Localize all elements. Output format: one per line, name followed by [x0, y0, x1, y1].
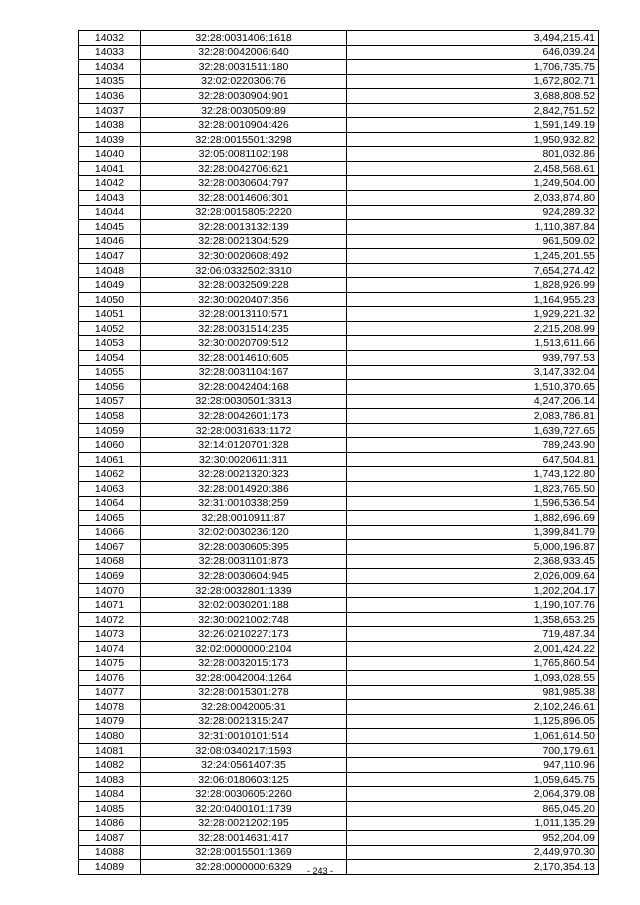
- table-row: [79, 292, 599, 307]
- row-number-cell: 14057: [79, 394, 141, 409]
- cadastral-number-cell: 32:30:0020611:311: [141, 452, 347, 467]
- table-row: [79, 249, 599, 264]
- row-number-cell: 14079: [79, 714, 141, 729]
- cadastral-number-cell: 32:30:0020407:356: [141, 292, 347, 307]
- cadastral-number-cell: 32:06:0332502:3310: [141, 263, 347, 278]
- table-row: [79, 554, 599, 569]
- amount-cell: 2,083,786.81: [347, 409, 599, 424]
- cadastral-number-cell: 32:28:0042601:173: [141, 409, 347, 424]
- cadastral-number-cell: 32:28:0014631:417: [141, 831, 347, 846]
- row-number-cell: 14078: [79, 700, 141, 715]
- row-number-cell: 14056: [79, 380, 141, 395]
- cadastral-number-cell: 32:28:0013110:571: [141, 307, 347, 322]
- table-row: [79, 147, 599, 162]
- table-row: [79, 641, 599, 656]
- row-number-cell: 14068: [79, 554, 141, 569]
- amount-cell: 1,672,802.71: [347, 74, 599, 89]
- cadastral-number-cell: 32:28:0032801:1339: [141, 583, 347, 598]
- amount-cell: 961,509.02: [347, 234, 599, 249]
- row-number-cell: 14047: [79, 249, 141, 264]
- row-number-cell: 14076: [79, 671, 141, 686]
- amount-cell: 1,706,735.75: [347, 60, 599, 75]
- amount-cell: 1,202,204.17: [347, 583, 599, 598]
- cadastral-number-cell: 32:30:0021002:748: [141, 612, 347, 627]
- cadastral-number-cell: 32:28:0010911:87: [141, 511, 347, 526]
- cadastral-number-cell: 32:30:0020608:492: [141, 249, 347, 264]
- row-number-cell: 14080: [79, 729, 141, 744]
- table-row: [79, 496, 599, 511]
- amount-cell: 647,504.81: [347, 452, 599, 467]
- amount-cell: 646,039.24: [347, 45, 599, 60]
- row-number-cell: 14074: [79, 641, 141, 656]
- cadastral-number-cell: 32:28:0015501:3298: [141, 132, 347, 147]
- table-row: [79, 74, 599, 89]
- row-number-cell: 14060: [79, 438, 141, 453]
- table-row: [79, 161, 599, 176]
- table-row: [79, 845, 599, 860]
- row-number-cell: 14089: [79, 860, 141, 875]
- table-row: [79, 729, 599, 744]
- cadastral-number-cell: 32:28:0000000:6329: [141, 860, 347, 875]
- amount-cell: 1,765,860.54: [347, 656, 599, 671]
- table-row: [79, 103, 599, 118]
- cadastral-number-cell: 32:28:0042004:1264: [141, 671, 347, 686]
- row-number-cell: 14071: [79, 598, 141, 613]
- table-row: [79, 612, 599, 627]
- row-number-cell: 14077: [79, 685, 141, 700]
- amount-cell: 1,596,536.54: [347, 496, 599, 511]
- cadastral-number-cell: 32:28:0013132:139: [141, 220, 347, 235]
- cadastral-number-cell: 32:28:0014610:605: [141, 351, 347, 366]
- table-row: [79, 438, 599, 453]
- cadastral-number-cell: 32:28:0030904:901: [141, 89, 347, 104]
- row-number-cell: 14081: [79, 743, 141, 758]
- cadastral-number-cell: 32:28:0031406:1618: [141, 31, 347, 46]
- row-number-cell: 14044: [79, 205, 141, 220]
- amount-cell: 5,000,196.87: [347, 540, 599, 555]
- table-row: [79, 700, 599, 715]
- row-number-cell: 14084: [79, 787, 141, 802]
- row-number-cell: 14072: [79, 612, 141, 627]
- amount-cell: 801,032.86: [347, 147, 599, 162]
- amount-cell: 7,654,274.42: [347, 263, 599, 278]
- amount-cell: 2,368,933.45: [347, 554, 599, 569]
- table-row: [79, 307, 599, 322]
- amount-cell: 1,950,932.82: [347, 132, 599, 147]
- cadastral-number-cell: 32:28:0031101:873: [141, 554, 347, 569]
- cadastral-number-cell: 32:24:0561407:35: [141, 758, 347, 773]
- row-number-cell: 14037: [79, 103, 141, 118]
- table-row: [79, 365, 599, 380]
- row-number-cell: 14086: [79, 816, 141, 831]
- table-row: [79, 45, 599, 60]
- cadastral-number-cell: 32:28:0031511:180: [141, 60, 347, 75]
- table-row: [79, 176, 599, 191]
- registry-table-body: [79, 31, 599, 875]
- row-number-cell: 14036: [79, 89, 141, 104]
- amount-cell: 3,494,215.41: [347, 31, 599, 46]
- row-number-cell: 14051: [79, 307, 141, 322]
- table-row: [79, 118, 599, 133]
- table-row: [79, 336, 599, 351]
- table-row: [79, 89, 599, 104]
- row-number-cell: 14043: [79, 191, 141, 206]
- amount-cell: 2,001,424.22: [347, 641, 599, 656]
- amount-cell: 1,639,727.65: [347, 423, 599, 438]
- row-number-cell: 14040: [79, 147, 141, 162]
- cadastral-number-cell: 32:02:0220306:76: [141, 74, 347, 89]
- table-row: [79, 452, 599, 467]
- row-number-cell: 14085: [79, 801, 141, 816]
- table-row: [79, 234, 599, 249]
- row-number-cell: 14034: [79, 60, 141, 75]
- amount-cell: 1,164,955.23: [347, 292, 599, 307]
- amount-cell: 2,449,970.30: [347, 845, 599, 860]
- cadastral-number-cell: 32:28:0021320:323: [141, 467, 347, 482]
- amount-cell: 2,026,009.64: [347, 569, 599, 584]
- cadastral-number-cell: 32:05:0081102:198: [141, 147, 347, 162]
- table-row: [79, 351, 599, 366]
- amount-cell: 1,061,614.50: [347, 729, 599, 744]
- amount-cell: 1,249,504.00: [347, 176, 599, 191]
- table-row: [79, 467, 599, 482]
- table-row: [79, 758, 599, 773]
- amount-cell: 1,125,896.05: [347, 714, 599, 729]
- cadastral-number-cell: 32:28:0032509:228: [141, 278, 347, 293]
- amount-cell: 3,147,332.04: [347, 365, 599, 380]
- amount-cell: 1,929,221.32: [347, 307, 599, 322]
- cadastral-number-cell: 32:28:0030501:3313: [141, 394, 347, 409]
- row-number-cell: 14087: [79, 831, 141, 846]
- amount-cell: 1,828,926.99: [347, 278, 599, 293]
- amount-cell: 3,688,808.52: [347, 89, 599, 104]
- table-row: [79, 409, 599, 424]
- row-number-cell: 14041: [79, 161, 141, 176]
- row-number-cell: 14083: [79, 772, 141, 787]
- amount-cell: 2,170,354.13: [347, 860, 599, 875]
- amount-cell: 1,591,149.19: [347, 118, 599, 133]
- table-row: [79, 205, 599, 220]
- table-row: [79, 787, 599, 802]
- cadastral-number-cell: 32:02:0000000:2104: [141, 641, 347, 656]
- table-row: [79, 801, 599, 816]
- amount-cell: 939,797.53: [347, 351, 599, 366]
- table-row: [79, 525, 599, 540]
- row-number-cell: 14062: [79, 467, 141, 482]
- amount-cell: 981,985.38: [347, 685, 599, 700]
- amount-cell: 1,510,370.65: [347, 380, 599, 395]
- cadastral-number-cell: 32:30:0020709:512: [141, 336, 347, 351]
- row-number-cell: 14066: [79, 525, 141, 540]
- cadastral-number-cell: 32:28:0021304:529: [141, 234, 347, 249]
- row-number-cell: 14054: [79, 351, 141, 366]
- amount-cell: 2,215,208.99: [347, 321, 599, 336]
- table-row: [79, 423, 599, 438]
- row-number-cell: 14032: [79, 31, 141, 46]
- table-row: [79, 656, 599, 671]
- amount-cell: 1,358,653.25: [347, 612, 599, 627]
- amount-cell: 4,247,206.14: [347, 394, 599, 409]
- table-row: [79, 583, 599, 598]
- cadastral-number-cell: 32:31:0010338:259: [141, 496, 347, 511]
- registry-table: [78, 30, 599, 875]
- row-number-cell: 14065: [79, 511, 141, 526]
- cadastral-number-cell: 32:02:0030201:188: [141, 598, 347, 613]
- cadastral-number-cell: 32:28:0030604:797: [141, 176, 347, 191]
- row-number-cell: 14069: [79, 569, 141, 584]
- amount-cell: 700,179.61: [347, 743, 599, 758]
- cadastral-number-cell: 32:28:0021315:247: [141, 714, 347, 729]
- row-number-cell: 14046: [79, 234, 141, 249]
- table-row: [79, 714, 599, 729]
- row-number-cell: 14039: [79, 132, 141, 147]
- cadastral-number-cell: 32:28:0042404:168: [141, 380, 347, 395]
- cadastral-number-cell: 32:28:0015501:1369: [141, 845, 347, 860]
- table-row: [79, 831, 599, 846]
- amount-cell: 1,399,841.79: [347, 525, 599, 540]
- amount-cell: 1,882,696.69: [347, 511, 599, 526]
- cadastral-number-cell: 32:20:0400101:1739: [141, 801, 347, 816]
- page-number: - 243 -: [306, 866, 333, 876]
- table-row: [79, 191, 599, 206]
- amount-cell: 1,245,201.55: [347, 249, 599, 264]
- amount-cell: 719,487.34: [347, 627, 599, 642]
- table-row: [79, 481, 599, 496]
- row-number-cell: 14058: [79, 409, 141, 424]
- table-row: [79, 671, 599, 686]
- amount-cell: 2,458,568.61: [347, 161, 599, 176]
- row-number-cell: 14038: [79, 118, 141, 133]
- row-number-cell: 14073: [79, 627, 141, 642]
- cadastral-number-cell: 32:28:0030604:945: [141, 569, 347, 584]
- row-number-cell: 14067: [79, 540, 141, 555]
- table-row: [79, 263, 599, 278]
- row-number-cell: 14042: [79, 176, 141, 191]
- row-number-cell: 14049: [79, 278, 141, 293]
- cadastral-number-cell: 32:28:0042006:640: [141, 45, 347, 60]
- amount-cell: 1,093,028.55: [347, 671, 599, 686]
- table-row: [79, 220, 599, 235]
- cadastral-number-cell: 32:08:0340217:1593: [141, 743, 347, 758]
- table-row: [79, 278, 599, 293]
- amount-cell: 1,190,107.76: [347, 598, 599, 613]
- cadastral-number-cell: 32:06:0180603:125: [141, 772, 347, 787]
- amount-cell: 789,243.90: [347, 438, 599, 453]
- cadastral-number-cell: 32:28:0015805:2220: [141, 205, 347, 220]
- table-row: [79, 321, 599, 336]
- row-number-cell: 14059: [79, 423, 141, 438]
- amount-cell: 2,842,751.52: [347, 103, 599, 118]
- cadastral-number-cell: 32:02:0030236:120: [141, 525, 347, 540]
- table-row: [79, 540, 599, 555]
- row-number-cell: 14035: [79, 74, 141, 89]
- row-number-cell: 14048: [79, 263, 141, 278]
- row-number-cell: 14050: [79, 292, 141, 307]
- cadastral-number-cell: 32:28:0030509:89: [141, 103, 347, 118]
- table-row: [79, 598, 599, 613]
- table-row: [79, 394, 599, 409]
- amount-cell: 1,743,122.80: [347, 467, 599, 482]
- amount-cell: 1,011,135.29: [347, 816, 599, 831]
- table-row: [79, 772, 599, 787]
- cadastral-number-cell: 32:28:0014920:386: [141, 481, 347, 496]
- cadastral-number-cell: 32:28:0021202:195: [141, 816, 347, 831]
- cadastral-number-cell: 32:28:0042706:621: [141, 161, 347, 176]
- cadastral-number-cell: 32:31:0010101:514: [141, 729, 347, 744]
- table-row: [79, 627, 599, 642]
- row-number-cell: 14070: [79, 583, 141, 598]
- amount-cell: 865,045.20: [347, 801, 599, 816]
- table-row: [79, 132, 599, 147]
- cadastral-number-cell: 32:28:0031633:1172: [141, 423, 347, 438]
- row-number-cell: 14064: [79, 496, 141, 511]
- table-row: [79, 685, 599, 700]
- cadastral-number-cell: 32:28:0031514:235: [141, 321, 347, 336]
- table-row: [79, 380, 599, 395]
- cadastral-number-cell: 32:28:0014606:301: [141, 191, 347, 206]
- cadastral-number-cell: 32:28:0031104:167: [141, 365, 347, 380]
- amount-cell: 1,110,387.84: [347, 220, 599, 235]
- row-number-cell: 14088: [79, 845, 141, 860]
- row-number-cell: 14075: [79, 656, 141, 671]
- cadastral-number-cell: 32:28:0030605:395: [141, 540, 347, 555]
- amount-cell: 2,033,874.80: [347, 191, 599, 206]
- row-number-cell: 14055: [79, 365, 141, 380]
- cadastral-number-cell: 32:28:0015301:278: [141, 685, 347, 700]
- table-row: [79, 31, 599, 46]
- table-row: [79, 743, 599, 758]
- cadastral-number-cell: 32:28:0010904:426: [141, 118, 347, 133]
- amount-cell: 924,289.32: [347, 205, 599, 220]
- amount-cell: 1,823,765.50: [347, 481, 599, 496]
- row-number-cell: 14082: [79, 758, 141, 773]
- table-row: [79, 60, 599, 75]
- amount-cell: 1,513,611.66: [347, 336, 599, 351]
- table-row: [79, 511, 599, 526]
- amount-cell: 2,064,379.08: [347, 787, 599, 802]
- amount-cell: 952,204.09: [347, 831, 599, 846]
- cadastral-number-cell: 32:28:0032015:173: [141, 656, 347, 671]
- row-number-cell: 14052: [79, 321, 141, 336]
- amount-cell: 1,059,645.75: [347, 772, 599, 787]
- amount-cell: 947,110.96: [347, 758, 599, 773]
- row-number-cell: 14045: [79, 220, 141, 235]
- amount-cell: 2,102,246.61: [347, 700, 599, 715]
- cadastral-number-cell: 32:26:0210227:173: [141, 627, 347, 642]
- table-row: [79, 816, 599, 831]
- row-number-cell: 14033: [79, 45, 141, 60]
- cadastral-number-cell: 32:28:0030605:2260: [141, 787, 347, 802]
- cadastral-number-cell: 32:28:0042005:31: [141, 700, 347, 715]
- table-row: [79, 569, 599, 584]
- row-number-cell: 14061: [79, 452, 141, 467]
- row-number-cell: 14053: [79, 336, 141, 351]
- row-number-cell: 14063: [79, 481, 141, 496]
- cadastral-number-cell: 32:14:0120701:328: [141, 438, 347, 453]
